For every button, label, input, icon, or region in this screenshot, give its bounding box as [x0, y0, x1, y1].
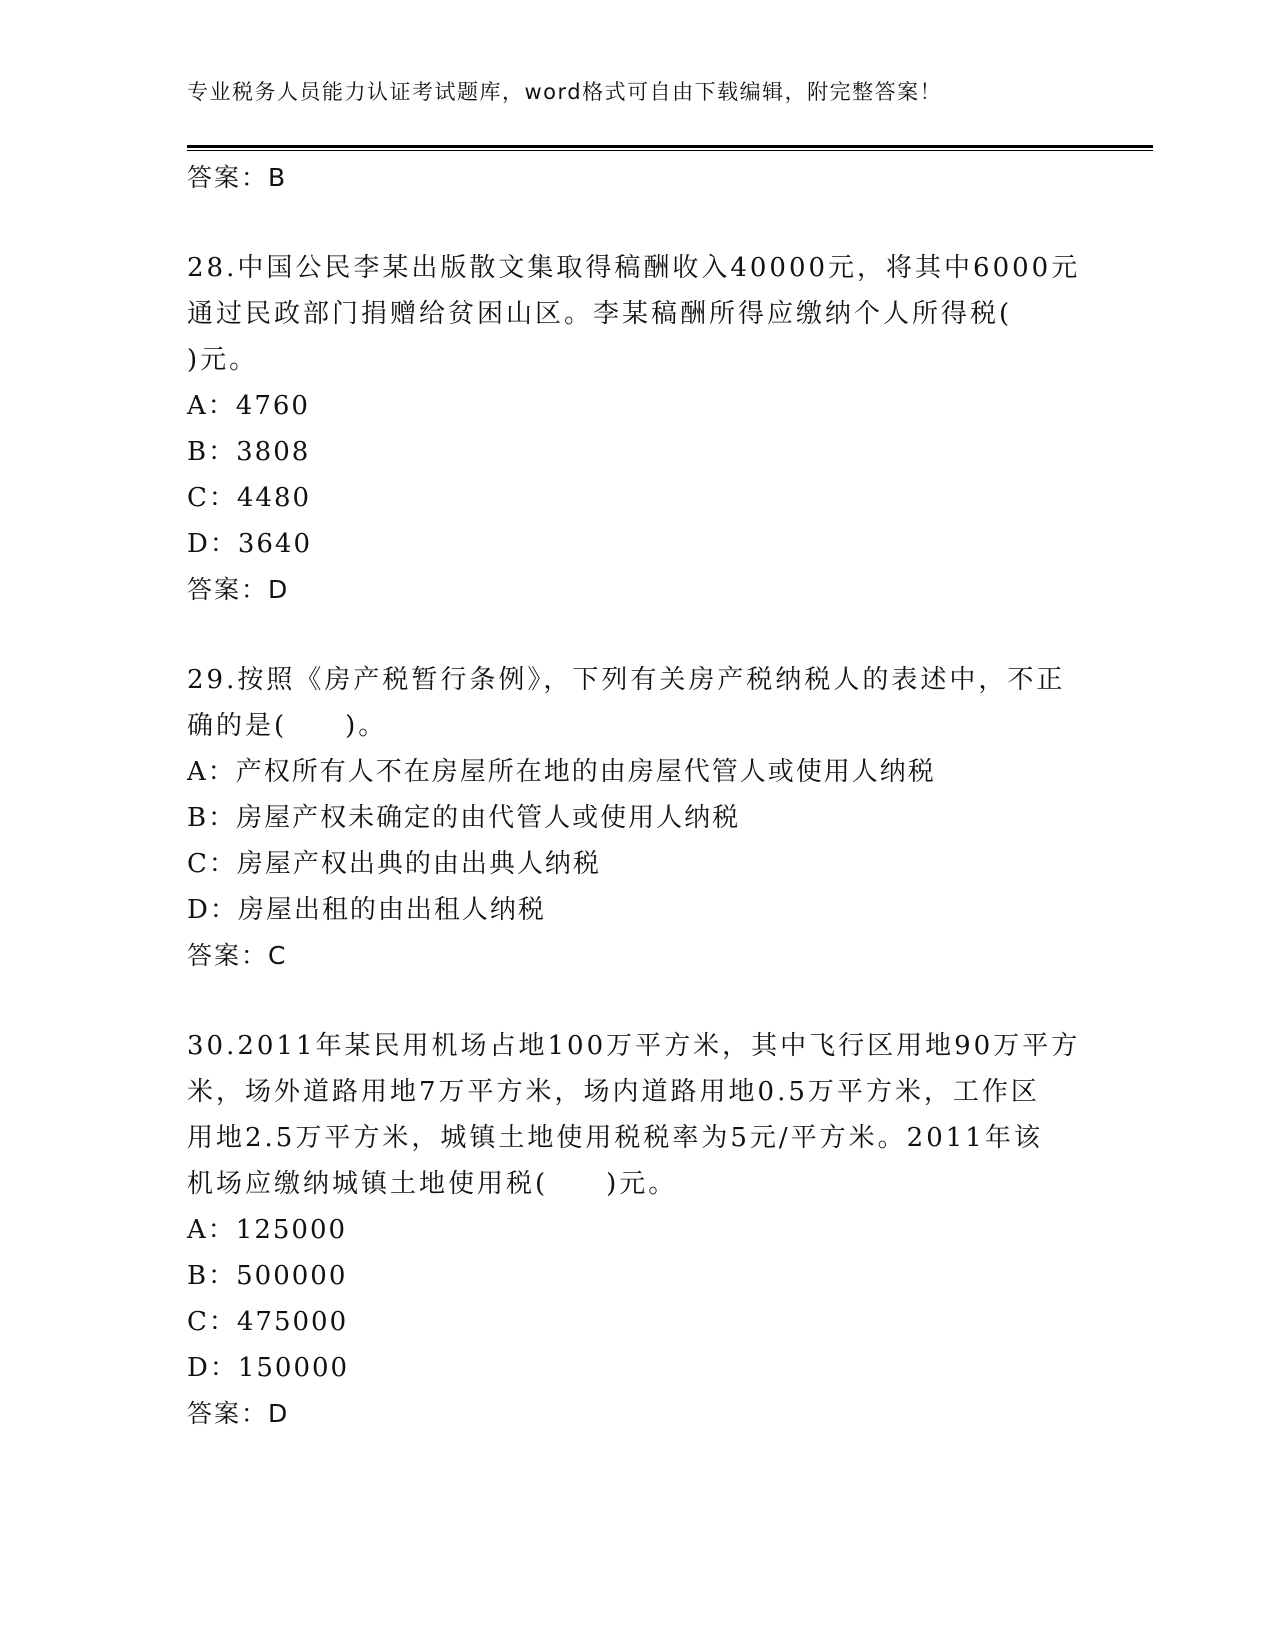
question-list: [187, 155, 1117, 1436]
question-stem: [187, 245, 1081, 383]
option-d: D：150000: [187, 1353, 350, 1383]
answer-line: 答案：D: [187, 575, 290, 604]
question-28: [187, 245, 1117, 612]
option-b: B：500000: [187, 1261, 348, 1291]
option-a: A：产权所有人不在房屋所在地的由房屋代管人或使用人纳税: [187, 757, 936, 787]
option-a: A：125000: [187, 1215, 348, 1245]
stem-line: 机场应缴纳城镇土地使用税( )元。: [187, 1169, 678, 1199]
question-stem: [187, 1023, 1081, 1207]
stem-line: 29.按照《房产税暂行条例》，下列有关房产税纳税人的表述中，不正: [187, 665, 1066, 695]
stem-line: 米，场外道路用地7万平方米，场内道路用地0.5万平方米，工作区: [187, 1077, 1040, 1107]
option-d: D：3640: [187, 529, 313, 559]
option-d: D：房屋出租的由出租人纳税: [187, 895, 546, 925]
stem-line: 28.中国公民李某出版散文集取得稿酬收入40000元，将其中6000元: [187, 253, 1081, 283]
page-header: 专业税务人员能力认证考试题库，word格式可自由下载编辑，附完整答案！: [187, 80, 943, 104]
header-rule-thin: [187, 150, 1153, 151]
question-stem: [187, 657, 1066, 749]
answer-line: 答案：B: [187, 163, 288, 192]
option-b: B：3808: [187, 437, 311, 467]
option-a: A：4760: [187, 391, 310, 421]
option-b: B：房屋产权未确定的由代管人或使用人纳税: [187, 803, 741, 833]
stem-line: 确的是( )。: [187, 711, 388, 741]
answer-line: 答案：D: [187, 1399, 290, 1428]
option-c: C：房屋产权出典的由出典人纳税: [187, 849, 601, 879]
option-c: C：475000: [187, 1307, 349, 1337]
stem-line: )元。: [187, 345, 259, 375]
header-rule-thick: [187, 145, 1153, 148]
stem-line: 30.2011年某民用机场占地100万平方米，其中飞行区用地90万平方: [187, 1031, 1081, 1061]
question-29: [187, 657, 1117, 978]
stem-line: 通过民政部门捐赠给贫困山区。李某稿酬所得应缴纳个人所得税(: [187, 299, 1013, 329]
answer-line: 答案：C: [187, 941, 288, 970]
option-c: C：4480: [187, 483, 312, 513]
stem-line: 用地2.5万平方米，城镇土地使用税税率为5元/平方米。2011年该: [187, 1123, 1043, 1153]
question-30: [187, 1023, 1117, 1436]
